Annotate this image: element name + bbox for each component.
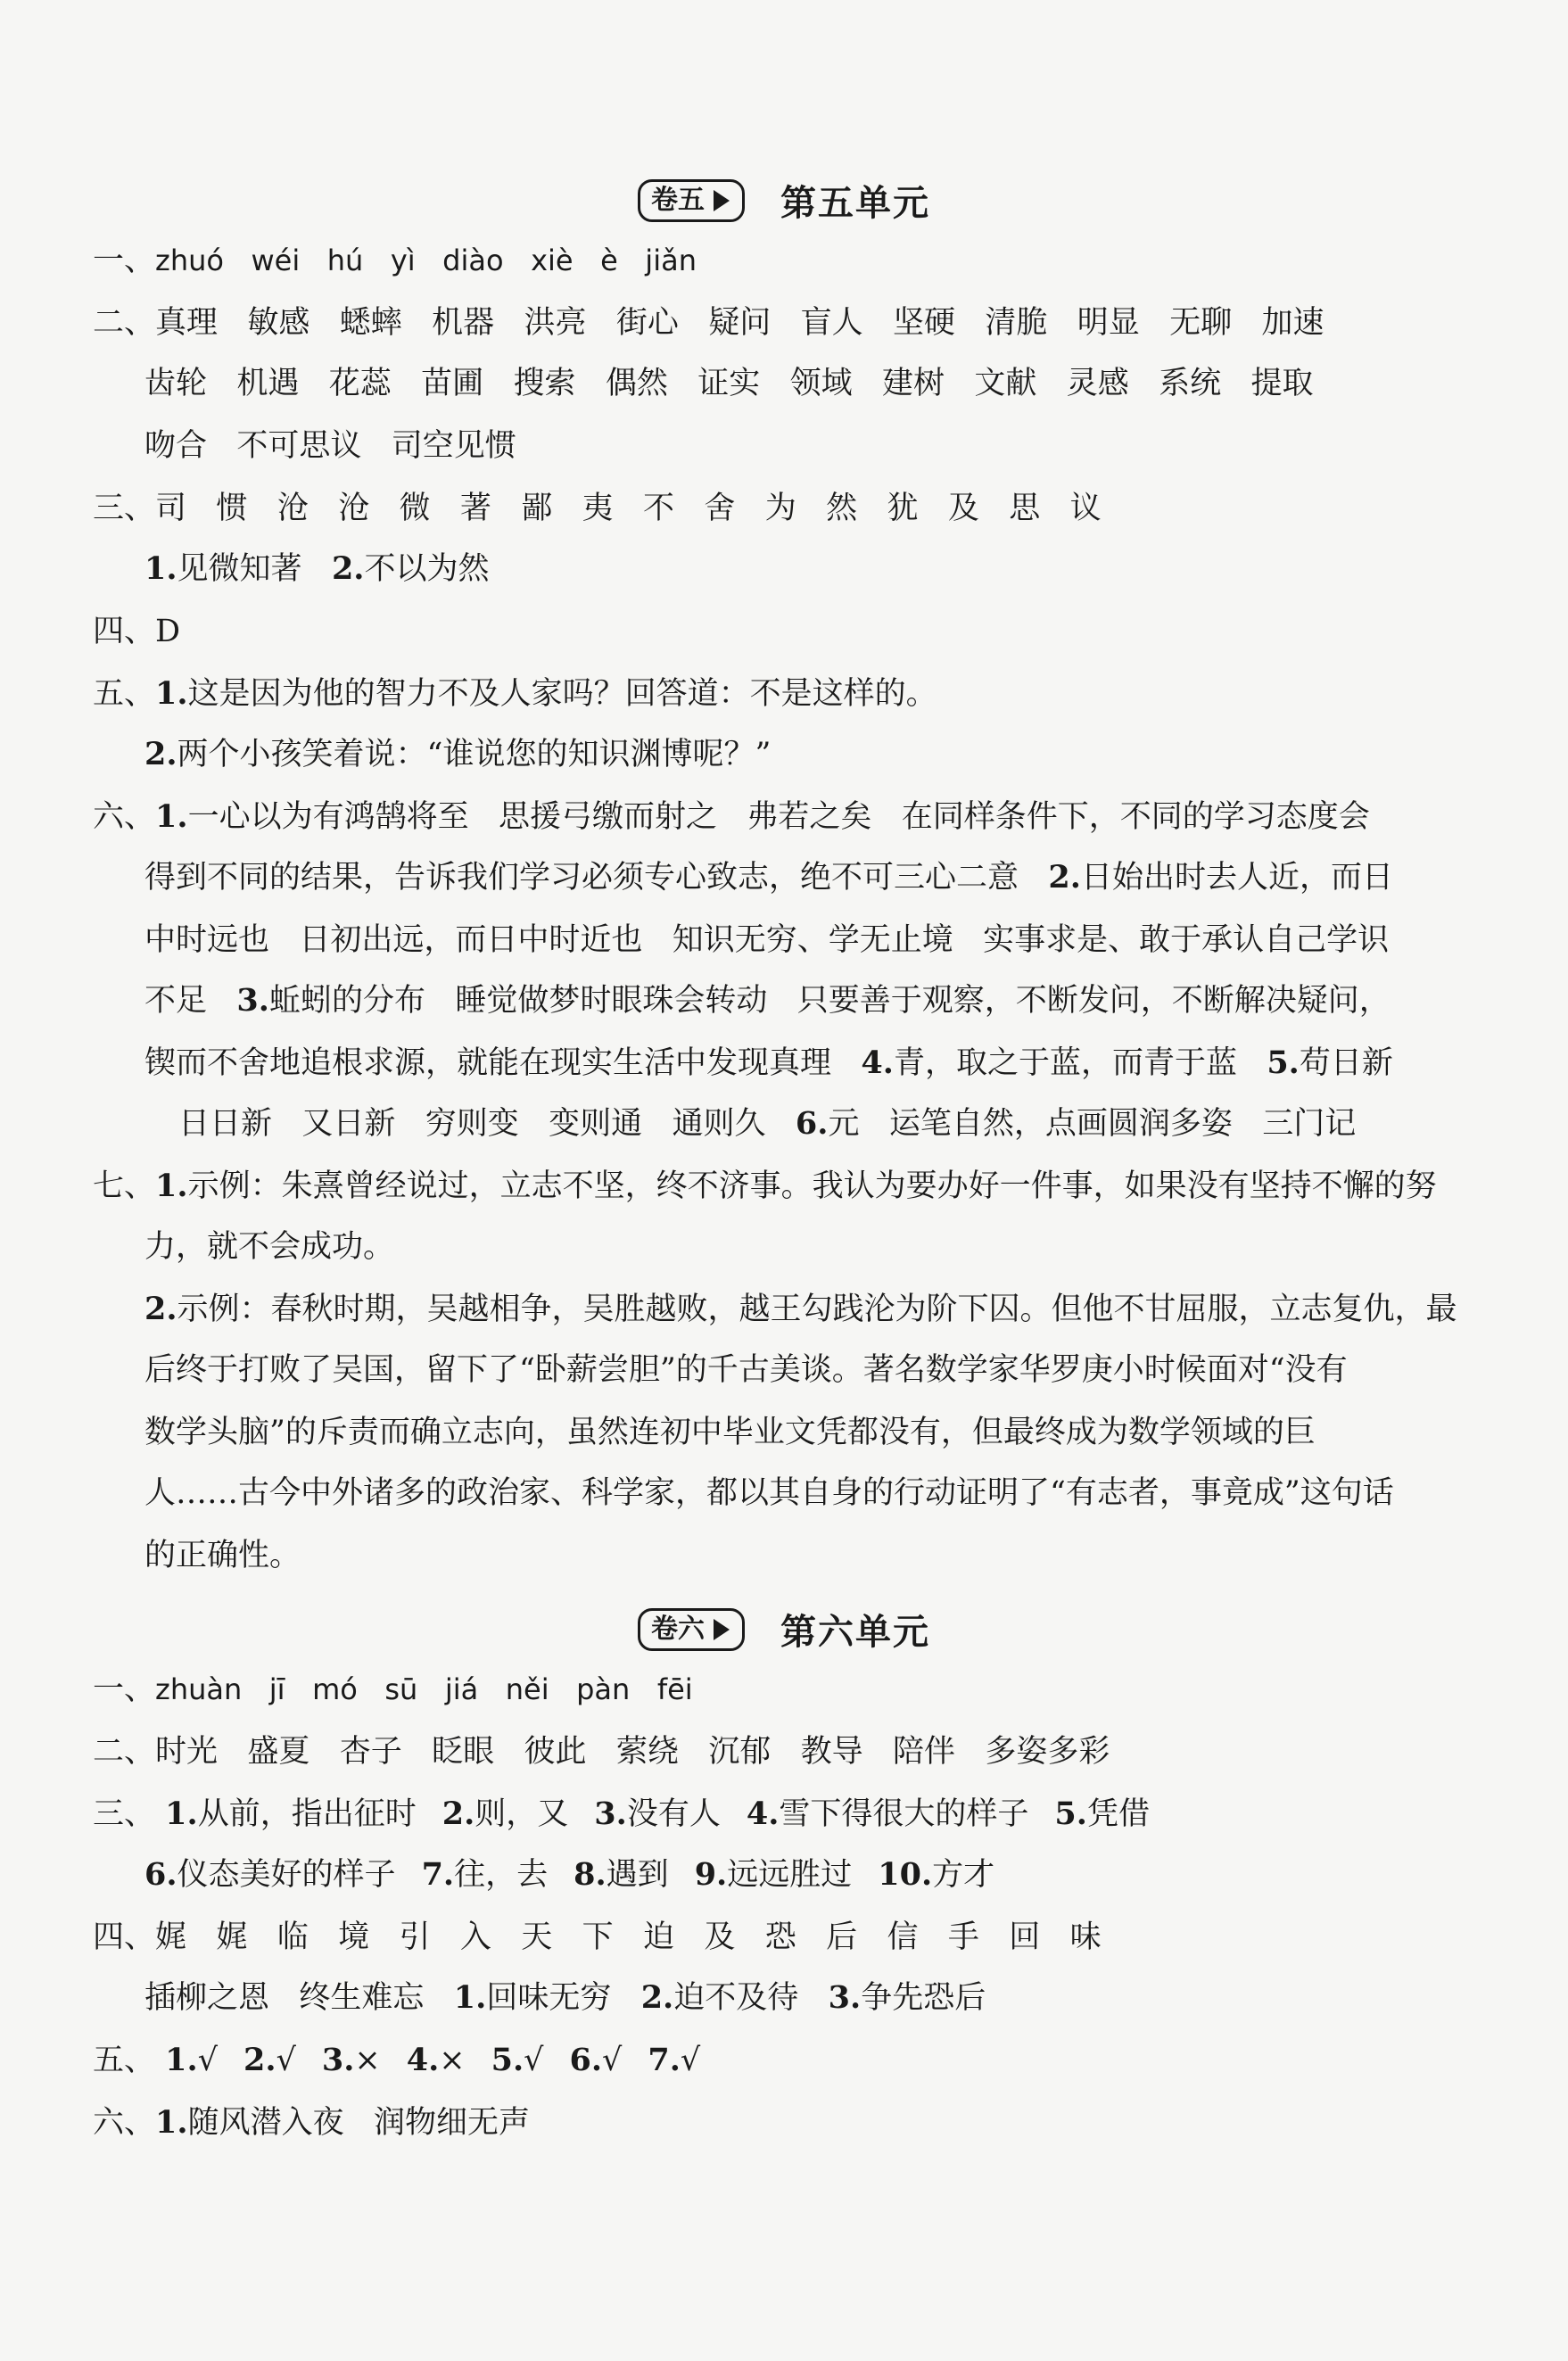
u5-sec6-line2: 得到不同的结果，告诉我们学习必须专心致志，绝不可三心二意 2.日始出时去人近，而日 (144, 859, 1393, 896)
u6-sec3-line1: 三、 1.从前，指出征时 2.则，又 3.没有人 4.雪下得很大的样子 5.凭借 (93, 1796, 1150, 1832)
unit6-badge-label: 卷六 (651, 1613, 705, 1645)
u6-sec3-item: 5.凭借 (1054, 1796, 1150, 1832)
unit5-badge-label: 卷五 (651, 184, 705, 216)
u6-sec3-item: 3.没有人 (594, 1796, 721, 1832)
u5-sec6-line1: 六、1.一心以为有鸿鹄将至 思援弓缴而射之 弗若之矣 在同样条件下，不同的学习态度会 (93, 798, 1370, 835)
u6-sec3-item: 9.远远胜过 (694, 1856, 853, 1893)
u5-sec7-line1: 七、1.示例：朱熹曾经说过，立志不坚，终不济事。我认为要办好一件事，如果没有坚持不懈的努 (93, 1168, 1437, 1204)
u6-sec4-line2: 插柳之恩 终生难忘 1.回味无穷 2.迫不及待 3.争先恐后 (144, 1979, 986, 2016)
unit5-header (0, 175, 1568, 226)
u6-sec5-item: 2.√ (243, 2042, 296, 2078)
u5-sec7-line2: 力，就不会成功。 (144, 1229, 395, 1265)
u5-sec7-line5: 数学头脑”的斥责而确立志向，虽然连初中毕业文凭都没有，但最终成为数学领域的巨 (144, 1415, 1316, 1450)
u5-sec3-line1: 三、司 惯 沧 沧 微 著 鄙 夷 不 舍 为 然 犹 及 思 议 (93, 491, 1102, 526)
u5-sec7-line6: 人……古今中外诸多的政治家、科学家，都以其自身的行动证明了“有志者，事竟成”这句话 (144, 1475, 1394, 1511)
u6-sec5-item: 7.√ (648, 2042, 701, 2078)
u6-sec6: 六、1.随风潜入夜 润物细无声 (93, 2104, 530, 2141)
u6-sec5-item: 4.× (406, 2042, 466, 2078)
u6-sec3-item: 1.从前，指出征时 (165, 1796, 417, 1832)
u5-sec6-line4: 不足 3.蚯蚓的分布 睡觉做梦时眼珠会转动 只要善于观察，不断发问，不断解决疑问， (144, 982, 1391, 1019)
u5-sec6-line5: 锲而不舍地追根求源，就能在现实生活中发现真理 4.青，取之于蓝，而青于蓝 5.苟日新 (144, 1044, 1393, 1081)
u5-sec3-line2: 1.见微知著 2.不以为然 (144, 550, 490, 587)
u6-sec5-item: 3.× (321, 2042, 381, 2078)
u6-sec3-item: 10.方才 (878, 1856, 995, 1893)
u6-sec3-item: 4.雪下得很大的样子 (746, 1796, 1029, 1832)
u6-sec1: 一、zhuàn jī mó sū jiá něi pàn fēi (93, 1672, 693, 1707)
arrow-right-icon (714, 190, 730, 211)
u6-sec5-item: 6.√ (569, 2042, 623, 2078)
u6-sec3-line2 (144, 1853, 994, 1896)
u5-sec2-line2: 齿轮 机遇 花蕊 苗圃 搜索 偶然 证实 领域 建树 文献 灵感 系统 提取 (144, 366, 1314, 401)
u5-sec7-line3: 2.示例：春秋时期，吴越相争，吴胜越败，越王勾践沦为阶下囚。但他不甘屈服，立志复仇，最 (144, 1291, 1457, 1327)
u6-sec5-item: 5.√ (491, 2042, 544, 2078)
u5-sec2-line1: 二、真理 敏感 蟋蟀 机器 洪亮 街心 疑问 盲人 坚硬 清脆 明显 无聊 加速 (93, 305, 1325, 341)
unit5-badge (638, 179, 745, 222)
unit5-title: 第五单元 (780, 182, 930, 224)
unit6-header (0, 1604, 1568, 1655)
unit6-badge (638, 1608, 745, 1651)
u5-sec5-line1: 五、1.这是因为他的智力不及人家吗？回答道：不是这样的。 (93, 675, 937, 712)
u5-sec5-line2: 2.两个小孩笑着说：“谁说您的知识渊博呢？” (144, 736, 772, 772)
u6-sec4-line1: 四、娓 娓 临 境 引 入 天 下 迫 及 恐 后 信 手 回 味 (93, 1919, 1102, 1955)
u6-sec5-item: 1.√ (165, 2042, 219, 2078)
arrow-right-icon (714, 1619, 730, 1640)
unit6-title: 第六单元 (780, 1611, 930, 1653)
u6-sec3-item: 6.仪态美好的样子 (144, 1856, 396, 1893)
u6-sec2: 二、时光 盛夏 杏子 眨眼 彼此 萦绕 沉郁 教导 陪伴 多姿多彩 (93, 1734, 1110, 1770)
u6-sec5: 五、 1.√ 2.√ 3.× 4.× 5.√ 6.√ 7.√ (93, 2042, 701, 2078)
u6-sec3-item: 2.则，又 (442, 1796, 569, 1832)
u6-sec3-item: 7.往，去 (421, 1856, 549, 1893)
u5-sec6-line3: 中时远也 日初出远，而日中时近也 知识无穷、学无止境 实事求是、敢于承认自己学识 (144, 922, 1390, 958)
u6-sec3-item: 8.遇到 (574, 1856, 669, 1893)
u5-sec2-line3: 吻合 不可思议 司空见惯 (144, 428, 516, 464)
u5-sec1: 一、zhuó wéi hú yì diào xiè è jiǎn (93, 243, 697, 278)
u5-sec6-line6: 日日新 又日新 穷则变 变则通 通则久 6.元 运笔自然，点画圆润多姿 三门记 (178, 1105, 1357, 1142)
u5-sec4: 四、D (93, 614, 181, 649)
u5-sec7-line7: 的正确性。 (144, 1538, 301, 1573)
u5-sec7-line4: 后终于打败了吴国，留下了“卧薪尝胆”的千古美谈。著名数学家华罗庚小时候面对“没有 (144, 1352, 1348, 1388)
